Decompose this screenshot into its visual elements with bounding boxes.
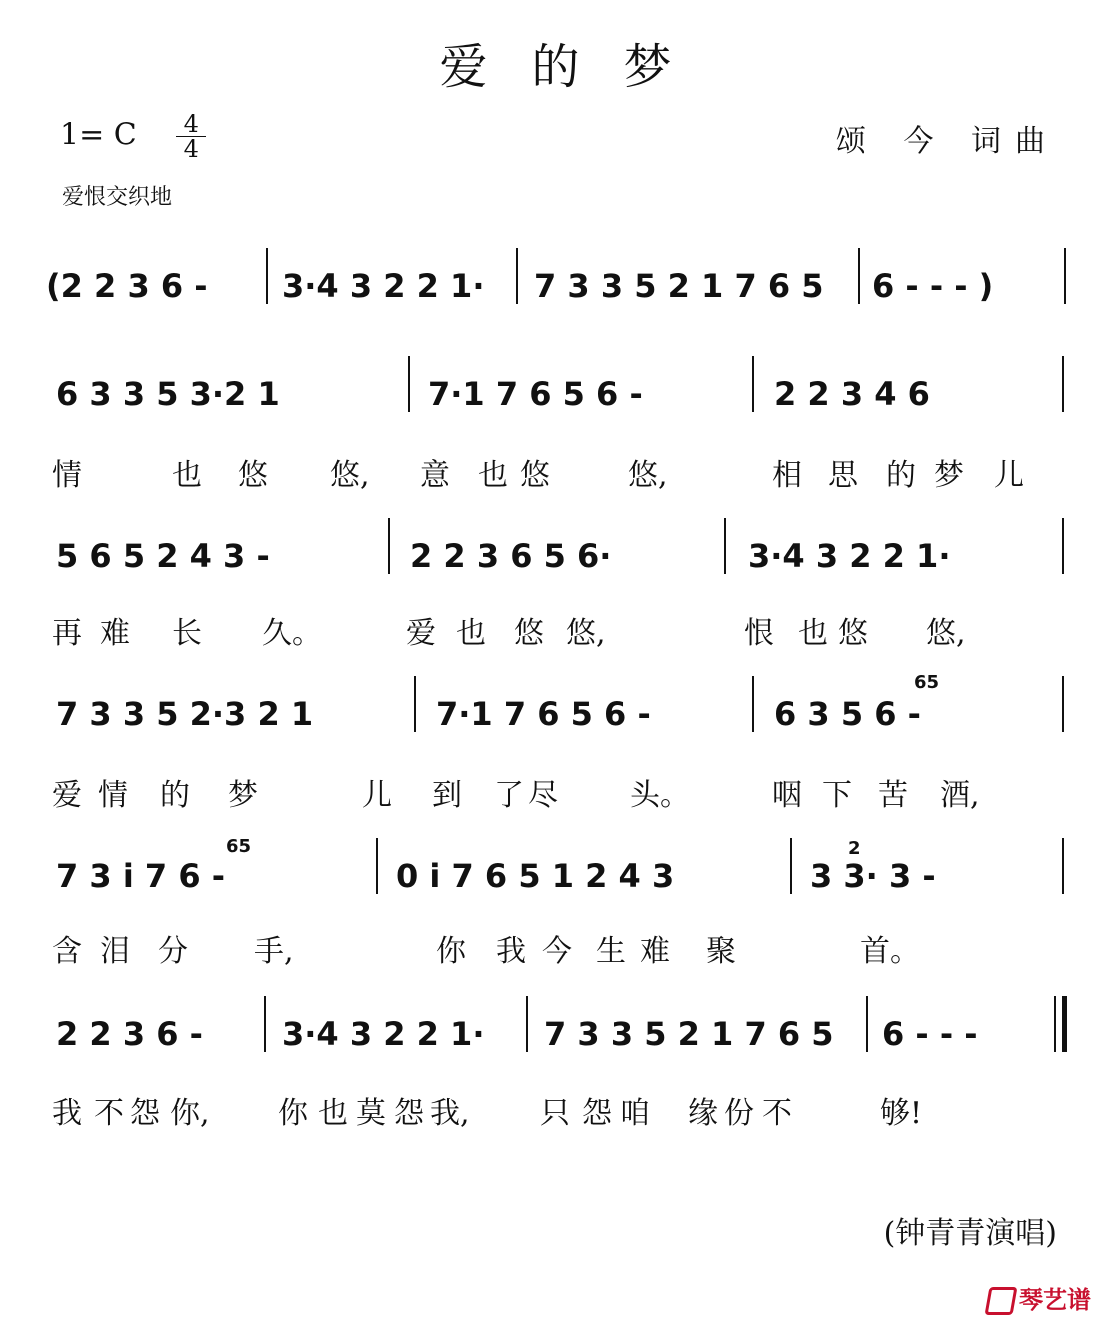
lyric: 生 <box>596 934 626 969</box>
song-title: 爱的梦 <box>439 39 716 95</box>
lyric: 聚 <box>706 934 736 969</box>
lyric: 首。 <box>860 934 920 969</box>
lyric: 怨 <box>582 1096 612 1131</box>
measure-1-3: 7 3 3 5 2 1 7 6 5 <box>534 267 824 305</box>
score-row-4 <box>0 672 1111 768</box>
key-signature <box>60 112 206 161</box>
key-label: 1= C <box>60 117 137 153</box>
lyric: 也 <box>478 458 508 493</box>
lyric: 分 <box>158 934 188 969</box>
lyric: 也 <box>172 458 202 493</box>
lyric: 不 <box>94 1096 124 1131</box>
lyric: 泪 <box>100 934 130 969</box>
lyric: 情 <box>98 778 128 813</box>
lyric: 悠, <box>566 616 606 651</box>
grace-note: 65 <box>226 836 252 857</box>
lyric: 悠, <box>926 616 966 651</box>
lyric: 缘 <box>688 1096 718 1131</box>
lyric: 悠, <box>628 458 668 493</box>
lyric: 了 <box>494 778 524 813</box>
lyric: 咽 <box>772 778 802 813</box>
lyric: 再 <box>52 616 82 651</box>
measure-3-2: 2 2 3 6 5 6· <box>410 537 612 575</box>
lyric: 爱 <box>406 616 436 651</box>
site-logo <box>987 1280 1091 1315</box>
lyric: 恨 <box>744 616 774 651</box>
lyric: 儿 <box>994 458 1024 493</box>
lyric: 悠 <box>514 616 544 651</box>
measure-6-4: 6 - - - <box>882 1015 978 1053</box>
lyric: 儿 <box>362 778 392 813</box>
lyric: 到 <box>432 778 462 813</box>
lyric: 情 <box>52 458 82 493</box>
grace-note: 65 <box>914 672 940 693</box>
measure-2-1: 6 3 3 5 3·2 1 <box>56 375 280 413</box>
measure-3-3: 3·4 3 2 2 1· <box>748 537 951 575</box>
lyric: 酒, <box>940 778 980 813</box>
lyric: 也 <box>318 1096 348 1131</box>
lyrics-row-3 <box>0 770 1111 813</box>
measure-3-1: 5 6 5 2 4 3 - <box>56 537 270 575</box>
score-row-5 <box>0 836 1111 930</box>
measure-5-1: 7 3 i 7 6 - <box>56 857 226 895</box>
score-row-1 <box>0 267 1111 340</box>
lyric: 悠 <box>520 458 550 493</box>
lyric: 爱 <box>52 778 82 813</box>
lyric: 尽 <box>528 778 558 813</box>
lyric: 也 <box>798 616 828 651</box>
lyric: 手, <box>254 934 294 969</box>
lyric: 悠, <box>330 458 370 493</box>
lyrics-row-5 <box>0 1088 1111 1131</box>
lyrics-row-1 <box>0 450 1111 493</box>
lyric: 思 <box>828 458 858 493</box>
lyric: 今 <box>542 934 572 969</box>
lyric: 难 <box>640 934 670 969</box>
measure-1-1: (2 2 3 6 - <box>46 267 208 305</box>
lyric: 莫 <box>356 1096 386 1131</box>
logo-text: 琴艺谱 <box>1019 1286 1091 1314</box>
lyric: 咱 <box>620 1096 650 1131</box>
lyrics-row-4 <box>0 926 1111 969</box>
time-sig-bottom: 4 <box>183 135 199 163</box>
lyric: 我, <box>430 1096 470 1131</box>
performance-mood: 爱恨交织地 <box>62 185 173 210</box>
lyric: 下 <box>822 778 852 813</box>
measure-1-4: 6 - - - ) <box>872 267 994 305</box>
score-row-3 <box>0 537 1111 610</box>
lyric: 怨 <box>394 1096 424 1131</box>
lyric: 你 <box>278 1096 308 1131</box>
measure-2-2: 7·1 7 6 5 6 - <box>428 375 643 413</box>
measure-4-2: 7·1 7 6 5 6 - <box>436 695 651 733</box>
lyric: 悠 <box>238 458 268 493</box>
lyric: 悠 <box>838 616 868 651</box>
measure-1-2: 3·4 3 2 2 1· <box>282 267 485 305</box>
lyrics-row-2 <box>0 608 1111 651</box>
lyric: 也 <box>456 616 486 651</box>
lyric: 头。 <box>630 778 690 813</box>
time-sig-top: 4 <box>183 110 199 138</box>
measure-6-3: 7 3 3 5 2 1 7 6 5 <box>544 1015 834 1053</box>
singer-credit: (钟青青演唱) <box>883 1216 1057 1251</box>
lyric: 份 <box>724 1096 754 1131</box>
measure-5-2: 0 i 7 6 5 1 2 4 3 <box>396 857 675 895</box>
measure-4-3: 6 3 5 6 - <box>774 695 921 733</box>
composer-credit: 颂 今 词曲 <box>835 124 1059 159</box>
lyric: 怨 <box>130 1096 160 1131</box>
lyric: 苦 <box>878 778 908 813</box>
lyric: 意 <box>420 458 450 493</box>
lyric: 够! <box>880 1096 923 1131</box>
lyric: 难 <box>100 616 130 651</box>
lyric: 的 <box>160 778 190 813</box>
lyric: 含 <box>52 934 82 969</box>
lyric: 梦 <box>934 458 964 493</box>
lyric: 不 <box>762 1096 792 1131</box>
lyric: 长 <box>172 616 202 651</box>
measure-6-2: 3·4 3 2 2 1· <box>282 1015 485 1053</box>
measure-4-1: 7 3 3 5 2·3 2 1 <box>56 695 314 733</box>
lyric: 你, <box>170 1096 210 1131</box>
lyric: 我 <box>496 934 526 969</box>
score-row-2 <box>0 375 1111 448</box>
score-row-6 <box>0 1015 1111 1088</box>
logo-icon <box>985 1287 1018 1315</box>
lyric: 久。 <box>262 616 322 651</box>
lyric: 只 <box>540 1096 570 1131</box>
measure-5-3: 3 3· 3 - <box>810 857 936 895</box>
lyric: 相 <box>772 458 802 493</box>
lyric: 我 <box>52 1096 82 1131</box>
lyric: 的 <box>886 458 916 493</box>
measure-6-1: 2 2 3 6 - <box>56 1015 203 1053</box>
grace-note: 2 <box>848 838 861 859</box>
measure-2-3: 2 2 3 4 6 <box>774 375 930 413</box>
lyric: 你 <box>436 934 466 969</box>
time-signature <box>176 112 206 161</box>
lyric: 梦 <box>228 778 258 813</box>
